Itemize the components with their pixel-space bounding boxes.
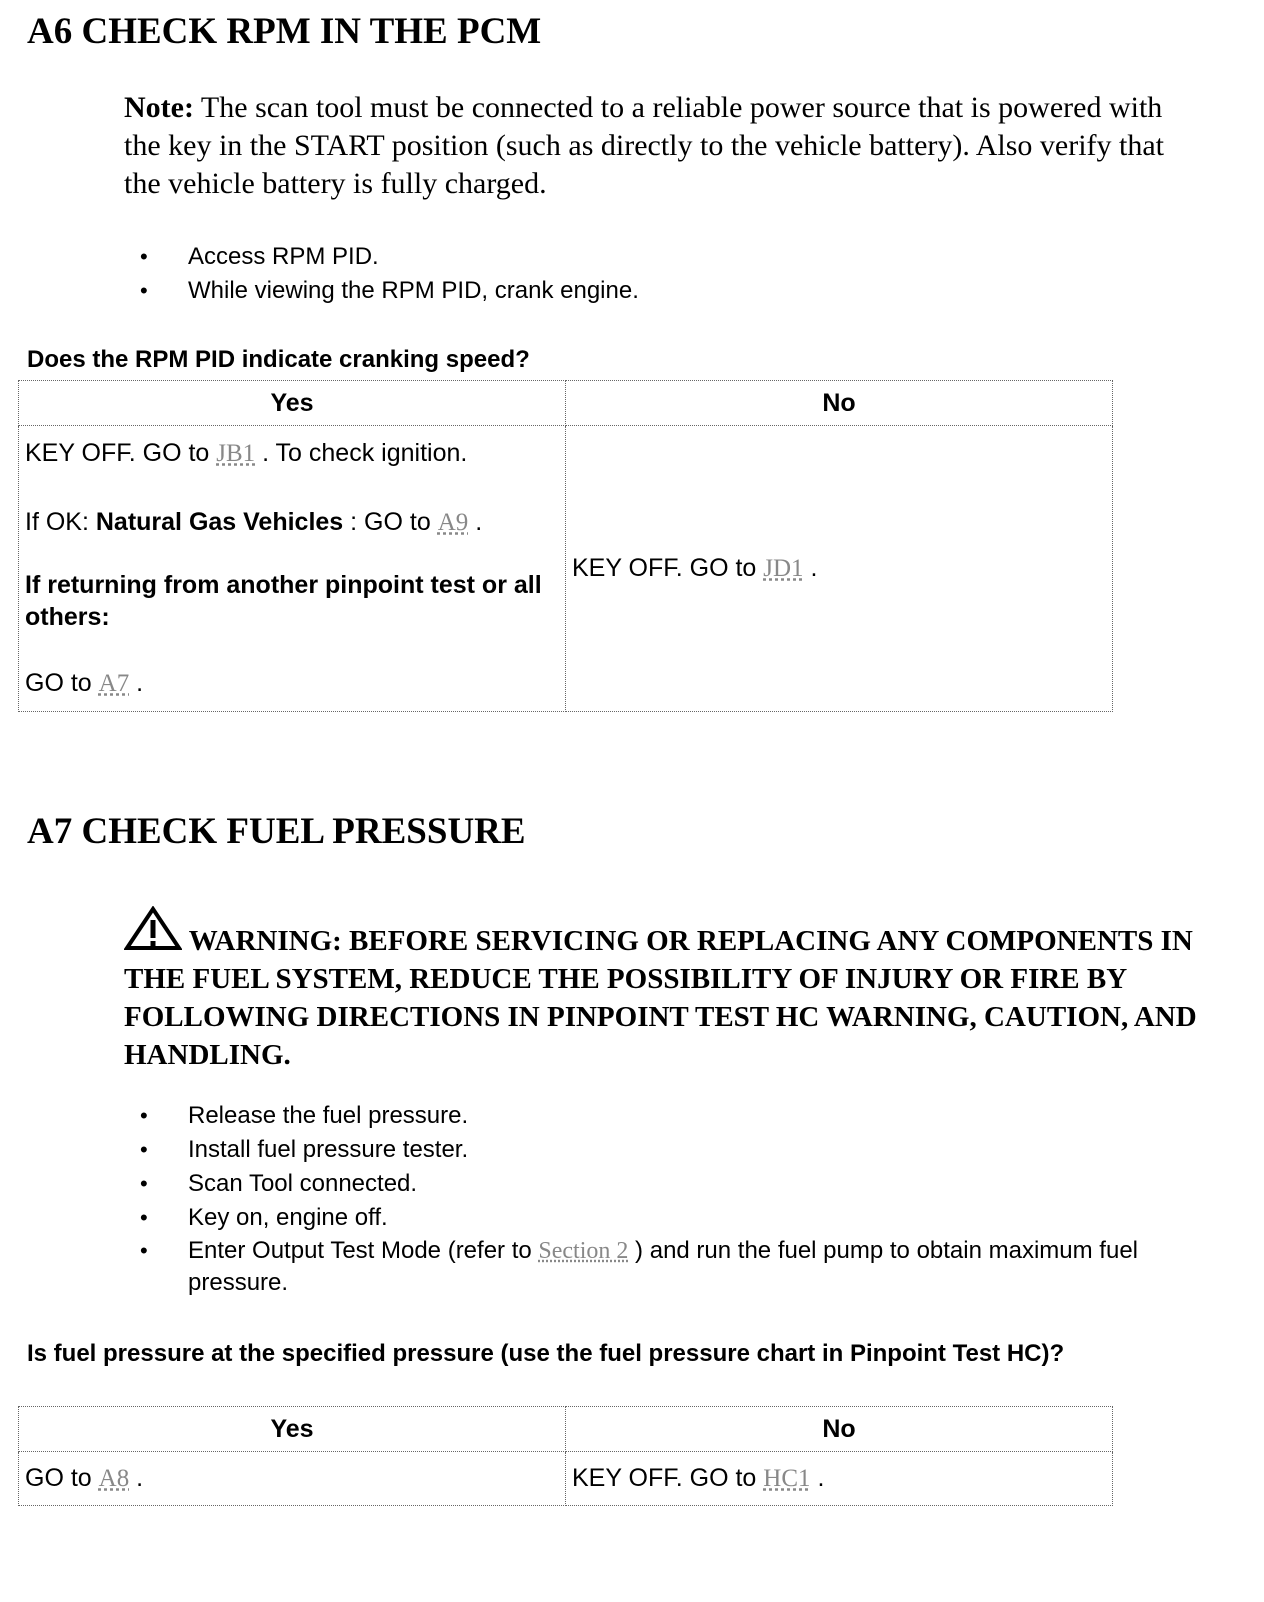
a7-question: Is fuel pressure at the specified pressure (use the fuel pressure chart in Pinpoint Test HC)? (27, 1340, 1065, 1367)
text: Natural Gas Vehicles (95, 508, 344, 536)
yes-cell (19, 426, 566, 712)
text: . (129, 1464, 144, 1492)
text: GO to (25, 669, 99, 697)
list-item: • Release the fuel pressure. (140, 1099, 1140, 1133)
list-item: • Install fuel pressure tester. (140, 1133, 1140, 1167)
a7-answer-table (18, 1406, 1113, 1506)
section-a7-title: A7 CHECK FUEL PRESSURE (27, 811, 526, 852)
note-text: The scan tool must be connected to a reliable power source that is powered with the key in the START position (such as directly to the vehicle battery). Also verify that the vehicle battery is fully charged. (124, 91, 1165, 200)
yes-cell (19, 1452, 566, 1506)
text: . (129, 669, 144, 697)
yes-header: Yes (19, 1407, 566, 1452)
a6-steps (140, 240, 1140, 308)
no-header: No (566, 1407, 1113, 1452)
text: GO to (25, 1464, 99, 1492)
a6-answer-table (18, 380, 1113, 712)
text: If returning from another pinpoint test or all others: (25, 571, 542, 631)
note (124, 89, 1204, 203)
text: . (810, 1464, 825, 1492)
link-jd1[interactable]: JD1 (763, 555, 804, 582)
warning-icon (124, 906, 182, 952)
list-item (140, 1235, 1140, 1299)
link-a8[interactable]: A8 (98, 1465, 130, 1492)
no-header: No (566, 381, 1113, 426)
text: . (803, 554, 818, 582)
link-section-2[interactable]: Section 2 (538, 1238, 629, 1264)
note-label: Note: (124, 91, 194, 124)
text: If OK: (25, 508, 96, 536)
link-a7[interactable]: A7 (98, 670, 130, 697)
text: ) and run the fuel pump to obtain maximum fuel pressure. (188, 1237, 1138, 1296)
a7-steps (140, 1099, 1140, 1299)
link-a9[interactable]: A9 (437, 509, 469, 536)
no-cell (566, 426, 1113, 712)
list-item: • Scan Tool connected. (140, 1167, 1140, 1201)
text: KEY OFF. GO to (25, 439, 217, 467)
link-jb1[interactable]: JB1 (216, 440, 256, 467)
text: : GO to (343, 508, 438, 536)
text: . To check ignition. (255, 439, 468, 467)
warning (124, 906, 1204, 1074)
a6-question: Does the RPM PID indicate cranking speed? (27, 346, 530, 373)
yes-header: Yes (19, 381, 566, 426)
no-cell (566, 1452, 1113, 1506)
list-item: • Key on, engine off. (140, 1201, 1140, 1235)
link-hc1[interactable]: HC1 (763, 1465, 811, 1492)
text: KEY OFF. GO to (572, 1464, 764, 1492)
section-a6-title: A6 CHECK RPM IN THE PCM (27, 11, 542, 52)
list-item: • Access RPM PID. (140, 240, 1140, 274)
text: KEY OFF. GO to (572, 554, 764, 582)
list-item: • While viewing the RPM PID, crank engine. (140, 274, 1140, 308)
text: . (468, 508, 483, 536)
text: Enter Output Test Mode (refer to (188, 1237, 539, 1264)
warning-text: WARNING: BEFORE SERVICING OR REPLACING ANY COMPONENTS IN THE FUEL SYSTEM, REDUCE THE POSSIBILITY OF INJURY OR FIRE BY FOLLOWING DIRECTIONS IN PINPOINT TEST HC WARNING, CAUTION, AND HANDLING. (124, 925, 1197, 1071)
